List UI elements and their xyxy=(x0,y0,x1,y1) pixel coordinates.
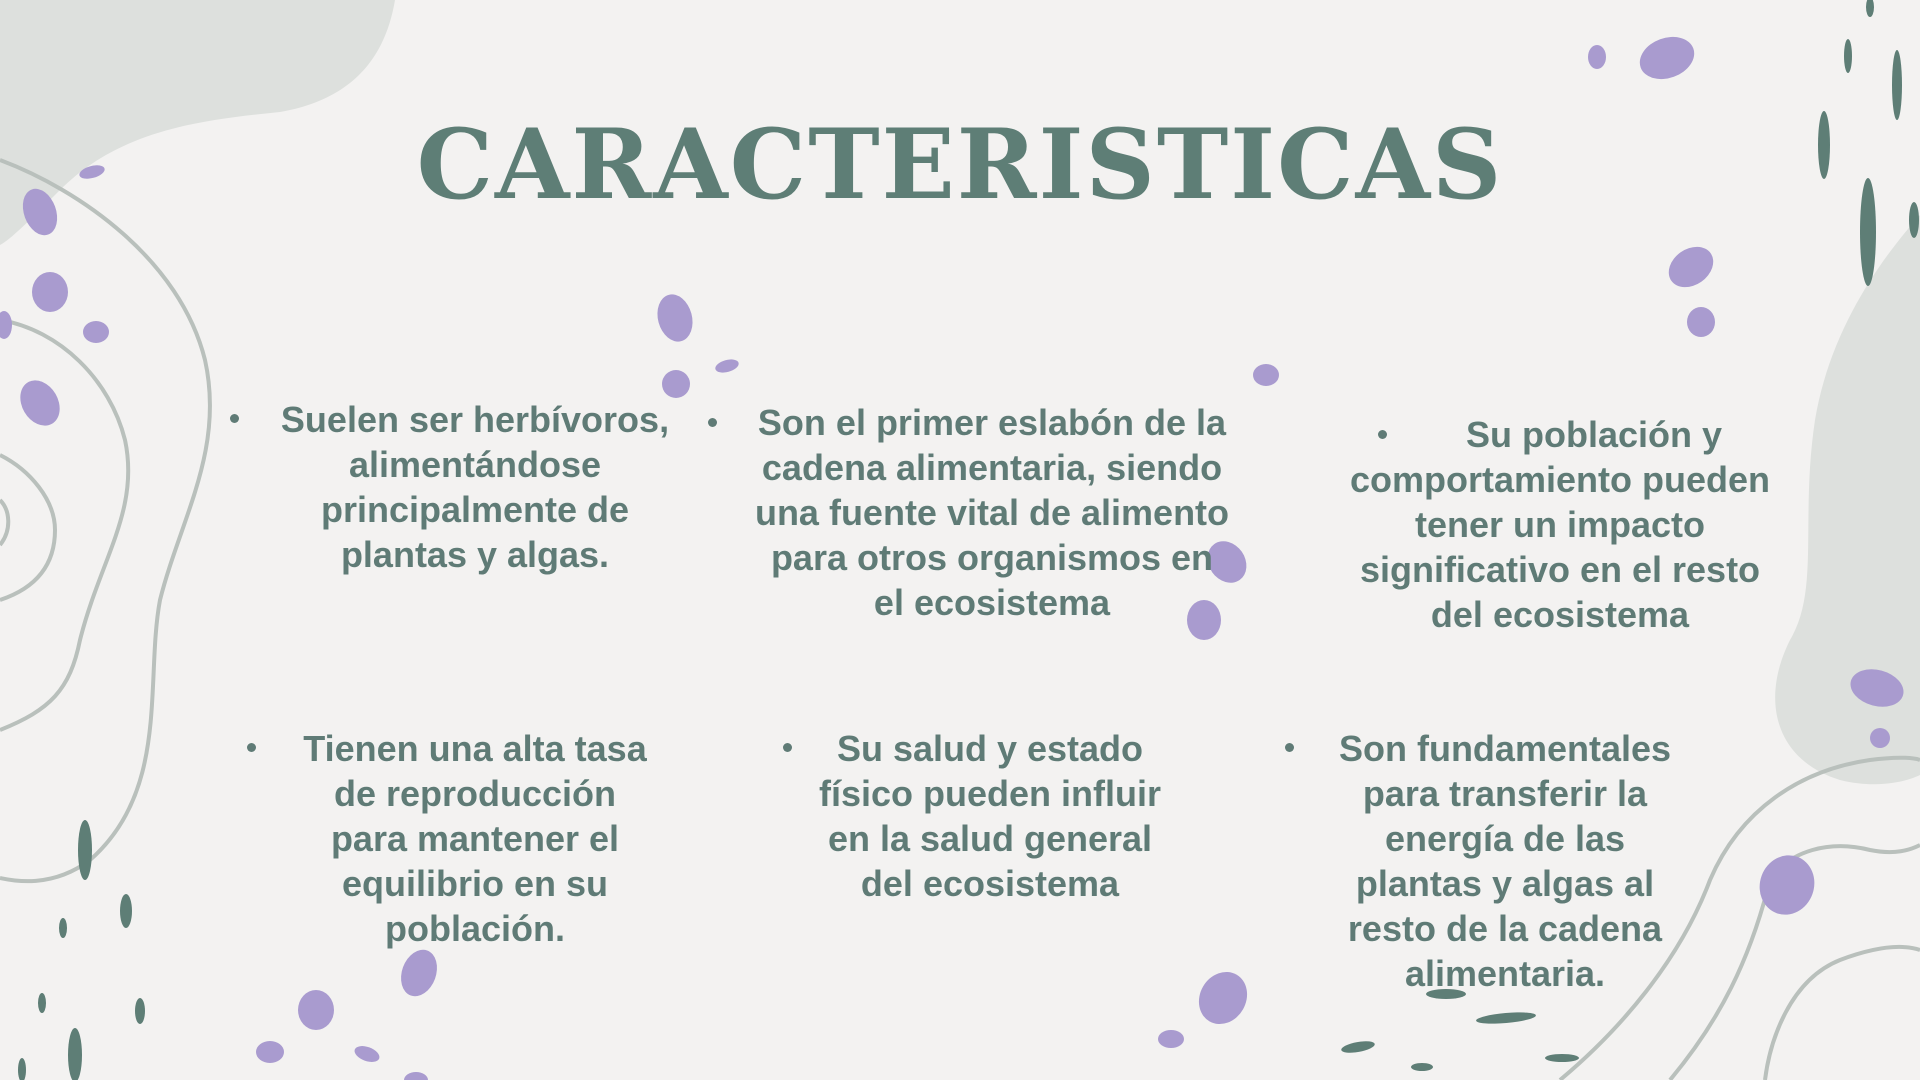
purple-dot xyxy=(1687,307,1715,337)
green-dash xyxy=(135,998,145,1024)
bullet-icon xyxy=(783,743,792,752)
green-dash xyxy=(1866,0,1874,17)
green-dash xyxy=(59,918,67,938)
bullet-item-reproduction: Tienen una alta tasa de reproducción para mantener el equilibrio en su población. xyxy=(303,728,647,949)
green-dash xyxy=(1411,1063,1433,1071)
green-dash xyxy=(1340,1039,1375,1055)
purple-dot xyxy=(352,1043,381,1065)
contour-line xyxy=(0,320,128,730)
green-dash xyxy=(38,993,46,1013)
purple-dot xyxy=(12,373,67,433)
bullet-item-energy: Son fundamentales para transferir la energía de las plantas y algas al resto de la cadena alimentaria. xyxy=(1338,728,1672,994)
bullet-item-population: Su población y comportamiento pueden tener un impacto significativo en el resto del ecosistema xyxy=(1349,414,1771,635)
purple-dot xyxy=(652,290,697,345)
bullet-item-herbivores: Suelen ser herbívoros, alimentándose principalmente de plantas y algas. xyxy=(280,399,670,575)
purple-dot xyxy=(1870,728,1890,748)
green-dash xyxy=(1545,1054,1579,1062)
purple-dot xyxy=(83,321,109,343)
purple-dot xyxy=(32,272,68,312)
green-dash xyxy=(120,894,132,928)
purple-dot xyxy=(1158,1030,1184,1048)
green-dash xyxy=(1844,39,1852,73)
contour-line xyxy=(1765,947,1920,1080)
purple-dot xyxy=(1634,30,1700,87)
purple-dot xyxy=(1253,364,1279,386)
purple-dot xyxy=(256,1041,284,1063)
bullet-icon xyxy=(247,743,256,752)
purple-dot xyxy=(395,945,443,1002)
purple-dot xyxy=(298,990,334,1030)
purple-dot xyxy=(1190,963,1257,1033)
green-dash xyxy=(18,1058,26,1080)
bullet-icon xyxy=(1285,743,1294,752)
purple-dot xyxy=(1588,45,1606,69)
contour-line xyxy=(0,500,8,545)
bullet-icon xyxy=(708,418,717,427)
slide-title: CARACTERISTICAS xyxy=(416,108,1504,221)
purple-dot xyxy=(0,311,12,339)
green-dash xyxy=(78,820,92,880)
purple-dot xyxy=(662,370,690,398)
bullet-item-health: Su salud y estado físico pueden influir en la salud general del ecosistema xyxy=(818,728,1162,904)
green-dash xyxy=(68,1028,82,1080)
purple-dot xyxy=(404,1072,428,1080)
contour-line xyxy=(0,160,210,881)
purple-dot xyxy=(1661,238,1721,295)
bullet-icon xyxy=(230,414,239,423)
green-dash xyxy=(1476,1010,1537,1025)
bullet-item-food-chain: Son el primer eslabón de la cadena alimentaria, siendo una fuente vital de alimento para otros organismos en el ecosistema xyxy=(754,402,1230,623)
purple-dot xyxy=(714,357,740,375)
